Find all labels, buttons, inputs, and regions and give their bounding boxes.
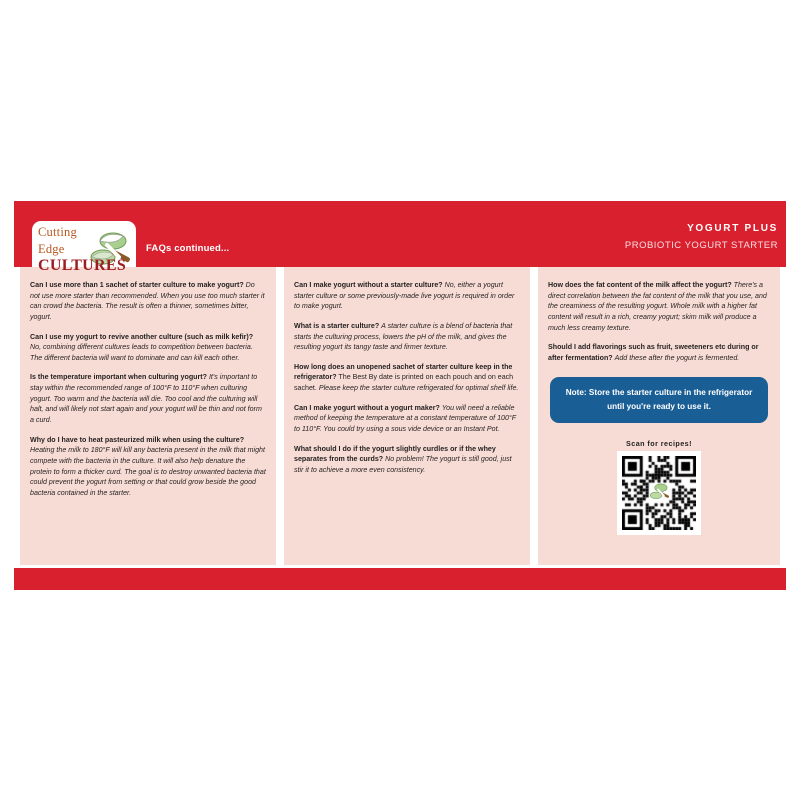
faq-item	[294, 280, 520, 312]
faq-question: How does the fat content of the milk affect the yogurt?	[548, 281, 732, 289]
product-subtitle: PROBIOTIC YOGURT STARTER	[624, 240, 778, 251]
faq-columns	[20, 267, 780, 565]
faq-answer: Add these after the yogurt is fermented.	[614, 353, 740, 362]
brand-logo-line1: Cutting	[38, 225, 77, 239]
faq-item	[30, 332, 266, 364]
faq-item	[548, 280, 770, 333]
faq-question: Can I use more than 1 sachet of starter culture to make yogurt?	[30, 281, 244, 289]
faq-question: Can I make yogurt without a yogurt maker?	[294, 403, 440, 412]
brand-logo-line3: CULTURES	[38, 257, 127, 274]
faq-column-2	[284, 267, 530, 565]
faq-question: Why do I have to heat pasteurized milk when using the culture?	[30, 435, 245, 444]
faq-answer: Heating the milk to 180°F will kill any bacteria present in the milk that might compete with the bacteria in the culture. It will also help denature the protein to form a thicker curd. The goal is to destroy unwanted bacteria that could prevent the yogurt from setting or that could grow beside the good bacteria contained in the starter.	[30, 446, 266, 497]
faq-item	[294, 444, 520, 476]
faq-question: What should I do if the yogurt slightly curdles or if the whey separates from the curds?	[294, 444, 496, 464]
faq-answer: No, combining different cultures leads to competition between bacteria. The different bacteria will want to dominate and can kill each other.	[30, 343, 253, 362]
faq-column-1	[20, 267, 276, 565]
faq-question: How long does an unopened sachet of starter culture keep in the refrigerator?	[294, 362, 513, 382]
faq-answer-plain: The Best By date is printed on each pouch and on each sachet.	[294, 373, 514, 393]
spoon-and-leaf-icon	[646, 482, 672, 504]
faq-answer: No problem! The yogurt is still good, just stir it to achieve a more even consistency.	[294, 455, 512, 474]
faq-question: Should I add flavorings such as fruit, sweeteners etc during or after fermentation?	[548, 343, 759, 362]
faq-answer: There's a direct correlation between the fat content of the milk that you use, and the creaminess of the resulting yogurt. Whole milk with a higher fat content will result in a rich, creamy yogurt; skim milk will produce a much less creamy texture.	[548, 281, 767, 332]
faq-answer: A starter culture is a blend of bacteria that starts the culturing process, lowers the pH of the milk, and gives the resulting yogurt its tangy taste and firmer texture.	[294, 321, 513, 352]
section-label: FAQs continued...	[146, 243, 230, 254]
brand-logo-text	[38, 226, 132, 274]
faq-item	[294, 403, 520, 435]
faq-question: Is the temperature important when culturing yogurt?	[30, 373, 207, 382]
storage-note: Note: Store the starter culture in the refrigerator until you're ready to use it.	[550, 377, 768, 422]
qr-code-icon[interactable]	[617, 451, 701, 535]
brand-logo	[32, 221, 136, 279]
faq-column-3	[538, 267, 780, 565]
faq-question: Can I make yogurt without a starter culture?	[294, 281, 443, 289]
qr-section	[548, 439, 770, 540]
faq-question: What is a starter culture?	[294, 321, 380, 330]
faq-answer: You will need a reliable method of keeping the temperature at a constant temperature of 100°F to 110°F. You could try using a sous vide device or an Instant Pot.	[294, 403, 516, 434]
faq-item	[548, 342, 770, 363]
faq-answer: Please keep the starter culture refrigerated for optimal shelf life.	[316, 384, 519, 393]
faq-answer: No, either a yogurt starter culture or some previously-made live yogurt is required in order to make yogurt.	[294, 281, 515, 311]
faq-question: Can I use my yogurt to revive another culture (such as milk kefir)?	[30, 332, 254, 341]
brand-logo-line2: Edge	[38, 241, 65, 256]
product-title: YOGURT PLUS	[687, 223, 778, 234]
faq-item	[294, 321, 520, 353]
footer-banner	[14, 568, 786, 590]
faq-answer: Do not use more starter than recommended. When you use too much starter it can crowd the bacteria. The result is often a thinner, sometimes bitter, yogurt.	[30, 281, 265, 321]
faq-answer: It's important to stay within the recommended range of 100°F to 110°F when culturing yogurt. Too warm and the bacteria will die. Too cool and the culturing will halt, and will likely not start again and your yogurt will be thin and not form a curd.	[30, 373, 262, 425]
faq-item	[30, 372, 266, 425]
faq-item	[294, 362, 520, 394]
faq-item	[30, 435, 266, 499]
faq-item	[30, 280, 266, 323]
qr-caption: Scan for recipes!	[626, 438, 692, 448]
